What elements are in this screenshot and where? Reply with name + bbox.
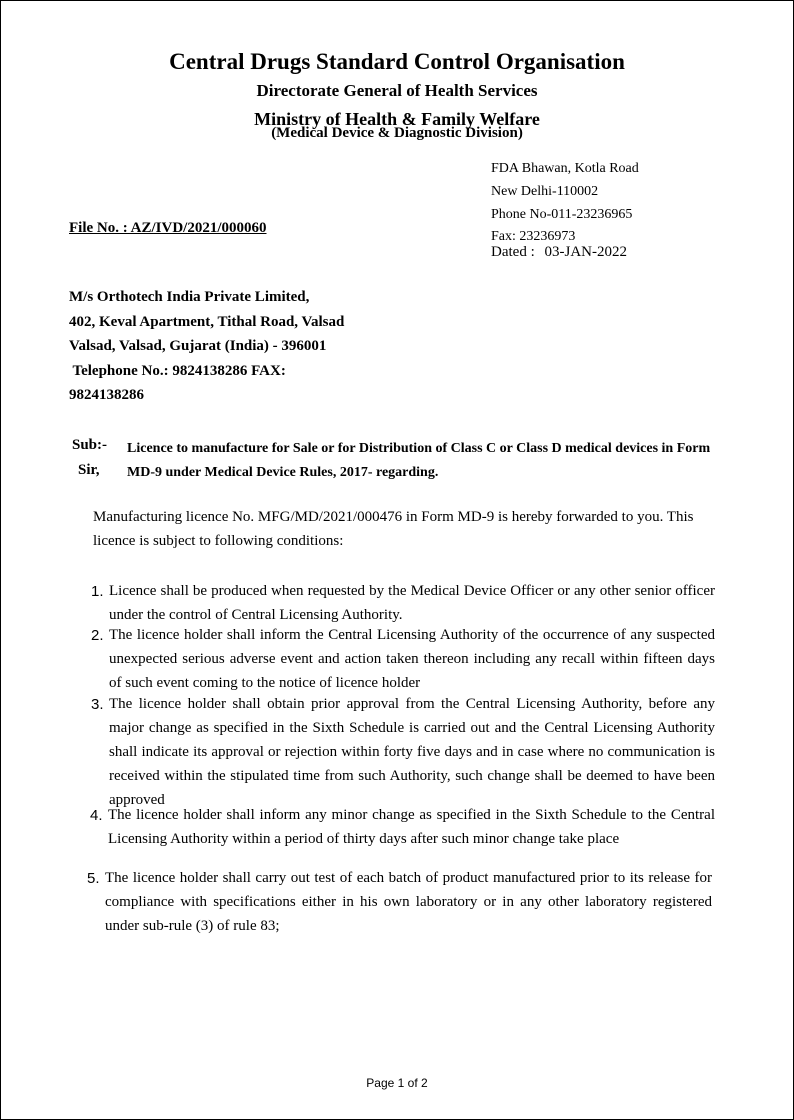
condition-number: 1. [91, 583, 104, 600]
dated-label: Dated : [491, 244, 535, 260]
page-number: Page 1 of 2 [366, 1076, 428, 1090]
addressee-line-2: 402, Keval Apartment, Tithal Road, Valsad [69, 314, 345, 330]
directorate-title: Directorate General of Health Services [256, 81, 538, 100]
addressee-line-5: 9824138286 [69, 387, 144, 403]
condition-text: The licence holder shall obtain prior approval from the Central Licensing Authority, before any major change as specified in the Sixth Schedule is carried out and the Central Licensing Authority shall indicate its approval or rejection within forty five days and in case where no communication is received within the stipulated time from such Authority, such change shall be deemed to have been approved [109, 696, 715, 808]
condition-item [90, 803, 715, 851]
office-address-line-1: FDA Bhawan, Kotla Road [491, 161, 639, 176]
addressee-line-4: Telephone No.: 9824138286 FAX: [69, 363, 286, 379]
condition-text: The licence holder shall carry out test of each batch of product manufactured prior to its release for compliance with specifications either in his own laboratory or in any other laboratory registered under sub-rule (3) of rule 83; [105, 870, 712, 934]
subject-label: Sub:- [72, 437, 108, 453]
addressee-line-3: Valsad, Valsad, Gujarat (India) - 396001 [69, 338, 327, 354]
salutation: Sir, [78, 462, 100, 478]
ministry-title: Ministry of Health & Family Welfare [254, 109, 540, 129]
condition-number: 2. [91, 627, 104, 644]
addressee-line-1: M/s Orthotech India Private Limited, [69, 289, 310, 305]
condition-text: The licence holder shall inform the Central Licensing Authority of the occurrence of any suspected unexpected serious adverse event and action taken thereon including any recall within fifteen days of such event coming to the notice of licence holder [109, 627, 715, 691]
dated-value: 03-JAN-2022 [544, 244, 627, 260]
dated-line [491, 244, 627, 261]
office-address-line-2: New Delhi-110002 [491, 184, 599, 199]
condition-number: 3. [91, 696, 104, 713]
office-address-line-3: Phone No-011-23236965 [491, 207, 633, 222]
office-address-line-4: Fax: 23236973 [491, 229, 576, 244]
condition-number: 4. [90, 807, 103, 824]
condition-text: Licence shall be produced when requested by the Medical Device Officer or any other senior officer under the control of Central Licensing Authority. [109, 583, 715, 623]
condition-item [91, 692, 715, 812]
condition-text: The licence holder shall inform any minor change as specified in the Sixth Schedule to the Central Licensing Authority within a period of thirty days after such minor change take place [108, 807, 715, 847]
division-title: (Medical Device & Diagnostic Division) [271, 125, 523, 141]
file-number: File No. : AZ/IVD/2021/000060 [69, 220, 267, 236]
subject-text: Licence to manufacture for Sale or for Distribution of Class C or Class D medical devices in Form MD-9 under Medical Device Rules, 2017- regarding. [127, 441, 711, 480]
organisation-title: Central Drugs Standard Control Organisation [169, 49, 625, 74]
condition-item [91, 623, 715, 695]
condition-number: 5. [87, 870, 100, 887]
condition-item [91, 579, 715, 627]
intro-paragraph: Manufacturing licence No. MFG/MD/2021/000476 in Form MD-9 is hereby forwarded to you. This licence is subject to following conditions: [93, 509, 694, 549]
condition-item [87, 866, 712, 938]
